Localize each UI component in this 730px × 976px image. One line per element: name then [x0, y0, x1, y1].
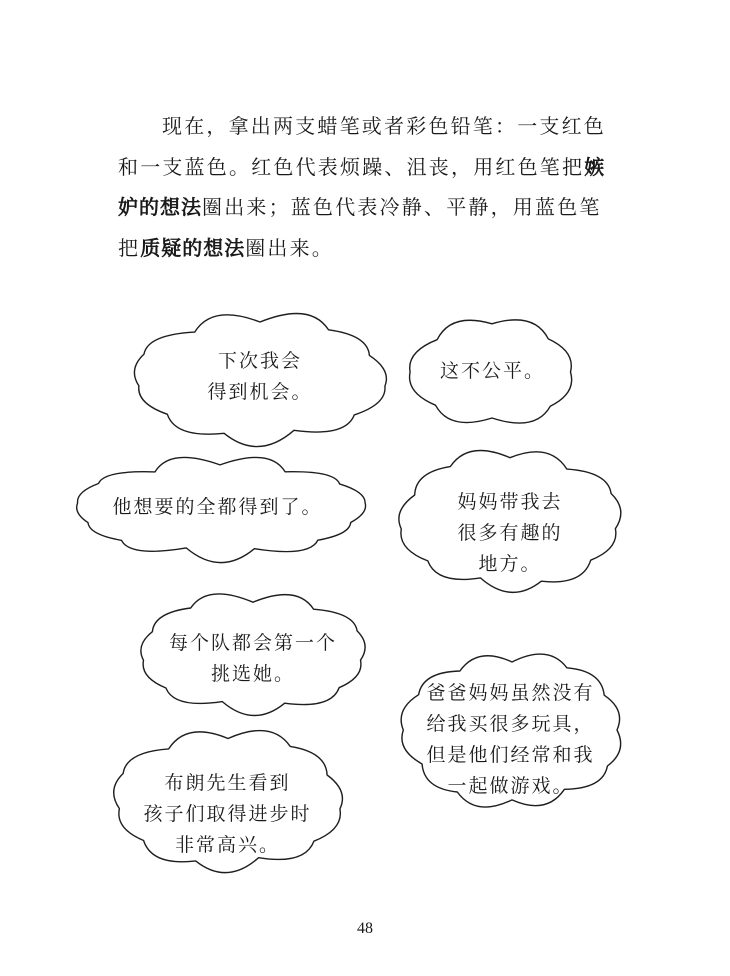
cloud-text-3[interactable]: [75, 492, 360, 523]
jealous-thoughts-emphasis: 嫉妒的想法: [118, 154, 606, 219]
cloud-text-4[interactable]: [395, 487, 625, 580]
cloud-1-line-1: 下次我会: [217, 350, 302, 372]
cloud-text-7[interactable]: [110, 768, 345, 861]
cloud-3-line-1: 他想要的全都得到了。: [112, 496, 323, 518]
cloud-5-line-2: 挑选她。: [210, 663, 295, 685]
cloud-4-line-2: 很多有趣的: [457, 522, 563, 544]
cloud-6-line-4: 一起做游戏。: [447, 775, 574, 797]
cloud-4-line-3: 地方。: [478, 553, 542, 575]
cloud-text-2[interactable]: [400, 356, 585, 387]
cloud-6-line-2: 给我买很多玩具，: [426, 713, 595, 735]
cloud-7-line-3: 非常高兴。: [174, 834, 280, 856]
cloud-5-line-1: 每个队都会第一个: [168, 632, 337, 654]
cloud-1-line-2: 得到机会。: [207, 381, 313, 403]
page-number: 48: [357, 920, 373, 937]
instructions-text-3: 圈出来。: [245, 235, 335, 260]
cloud-7-line-2: 孩子们取得进步时: [143, 803, 312, 825]
cloud-2-line-1: 这不公平。: [439, 360, 545, 382]
cloud-text-1[interactable]: [130, 346, 390, 408]
cloud-6-line-1: 爸爸妈妈虽然没有: [426, 682, 595, 704]
instructions-text-2: 圈出来；蓝色代表冷静、平静，用蓝色笔把: [118, 195, 602, 260]
cloud-text-5[interactable]: [133, 628, 373, 690]
cloud-7-line-1: 布朗先生看到: [164, 772, 291, 794]
cloud-6-line-3: 但是他们经常和我: [426, 744, 595, 766]
instructions-text-1: 现在，拿出两支蜡笔或者彩色铅笔：一支红色和一支蓝色。红色代表烦躁、沮丧，用红色笔把: [118, 114, 606, 179]
questioning-thoughts-emphasis: 质疑的想法: [140, 235, 246, 260]
cloud-4-line-1: 妈妈带我去: [457, 491, 563, 513]
cloud-text-6[interactable]: [398, 678, 623, 802]
